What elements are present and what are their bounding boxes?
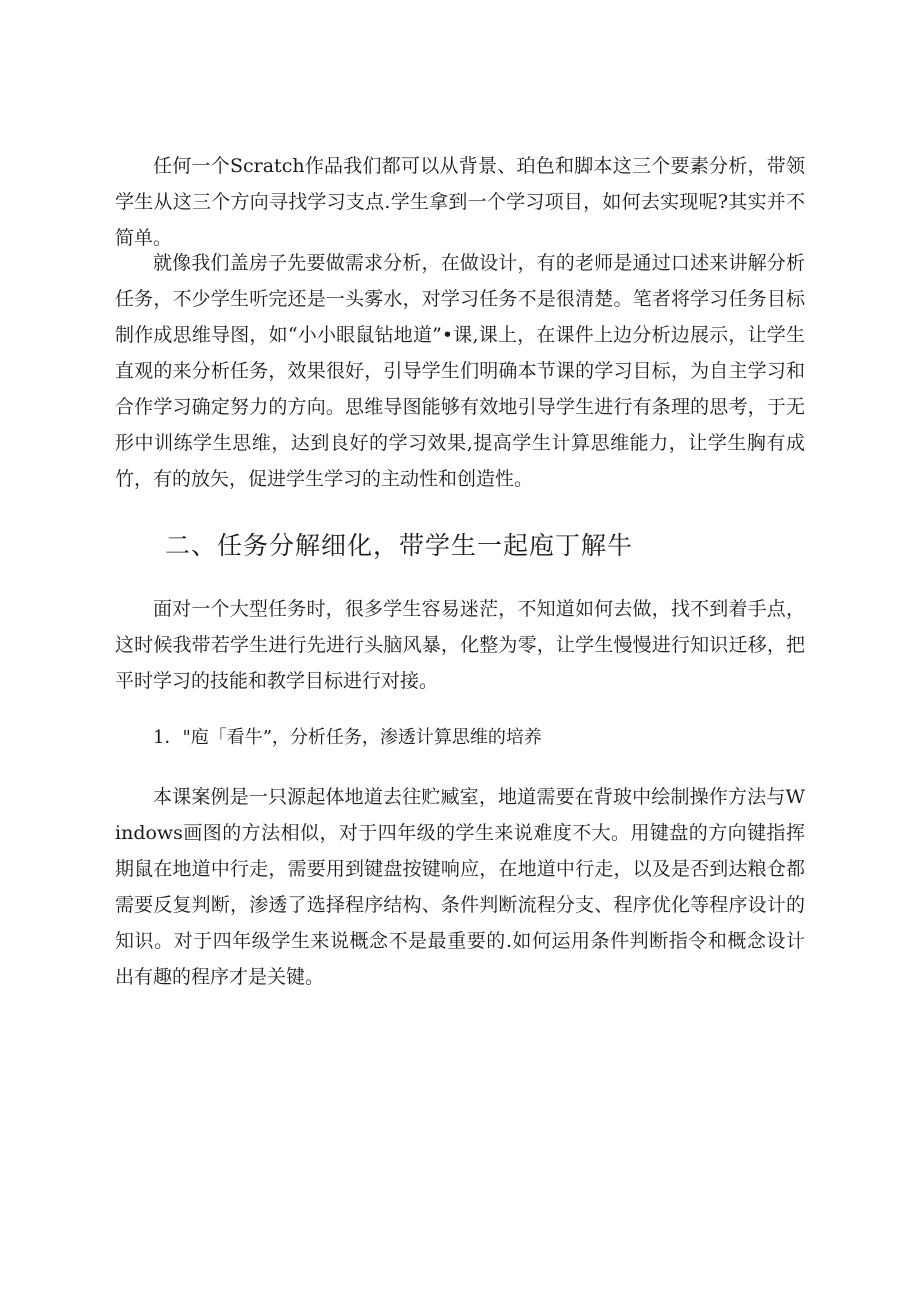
body-paragraph: 任何一个Scratch作品我们都可以从背景、珀色和脚本这三个要素分析，带领学生从这三个方向寻找学习支点.学生拿到一个学习项目，如何去实现呢?其实并不简单。 (115, 155, 805, 249)
subsection-heading: 1．"庖「看牛”，分析任务，渗透计算思维的培养 (153, 727, 542, 748)
body-paragraph: 就像我们盖房子先要做需求分析，在做设计，有的老师是通过口述来讲解分析任务，不少学生听完还是一头雾水，对学习任务不是很清楚。笔者将学习任务目标制作成思维导图，如“小小眼鼠钻地道”•课,课上，在课件上边分析边展示，让学生直观的来分析任务，效果很好，引导学生们明确本节课的学习目标，为自主学习和合作学习确定努力的方向。思维导图能够有效地引导学生进行有条理的思考，于无形中训练学生思维，达到良好的学习效果,提高学生计算思维能力，让学生胸有成竹，有的放矢，促进学生学习的主动性和创造性。 (115, 252, 805, 490)
body-paragraph: 面对一个大型任务时，很多学生容易迷茫，不知道如何去做，找不到着手点，这时候我带若学生进行先进行头脑风暴，化整为零，让学生慢慢进行知识迁移，把平时学习的技能和教学目标进行对接。 (115, 598, 805, 692)
section-heading: 二、任务分解细化，带学生一起庖丁解牛 (165, 531, 634, 560)
body-paragraph: 本课案例是一只源起体地道去往贮臧室，地道需要在背玻中绘制操作方法与Windows画图的方法相似，对于四年级的学生来说难度不大。用键盘的方向键指挥期鼠在地道中行走，需要用到键盘按键响应，在地道中行走，以及是否到达粮仓都需要反复判断，渗透了选择程序结构、条件判断流程分支、程序优化等程序设计的知识。对于四年级学生来说概念不是最重要的.如何运用条件判断指令和概念设计出有趣的程序才是关键。 (115, 786, 805, 988)
